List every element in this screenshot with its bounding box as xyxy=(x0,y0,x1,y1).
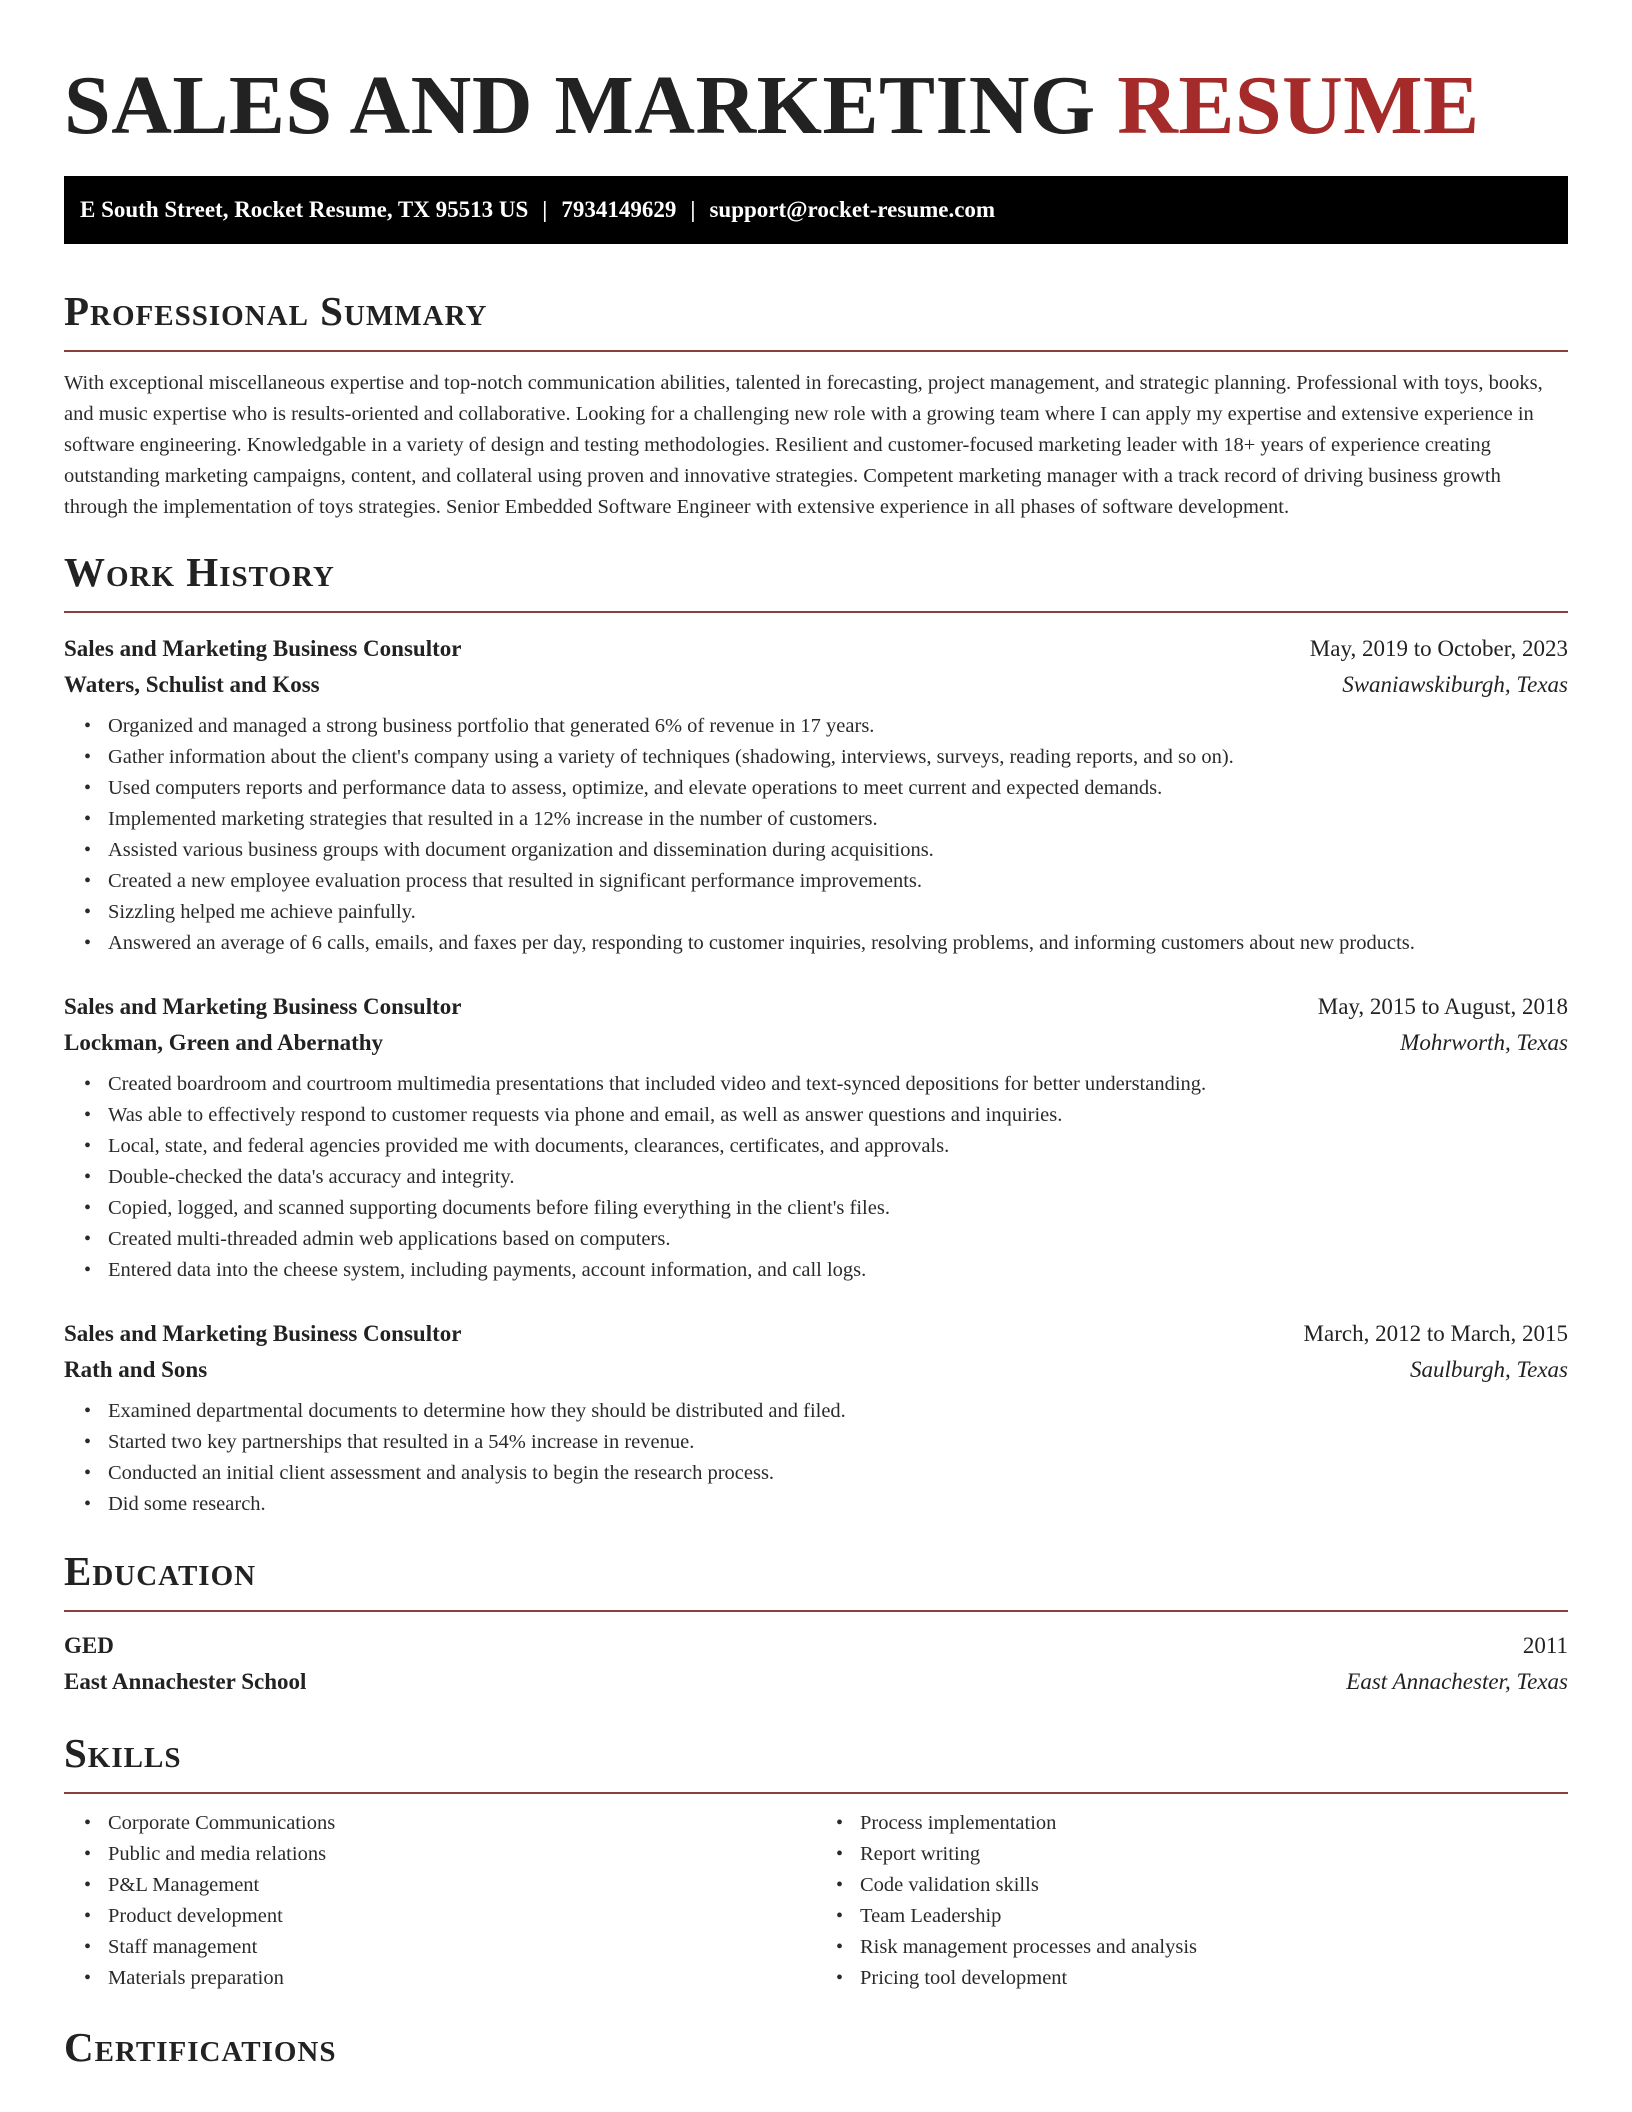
education-section xyxy=(64,1546,1568,1700)
job-title-row xyxy=(64,631,1568,667)
job-entry xyxy=(64,1316,1568,1520)
job-bullet: • Copied, logged, and scanned supporting documents before filing everything in the client's files. xyxy=(108,1193,1568,1224)
job-dates: May, 2015 to August, 2018 xyxy=(1317,994,1568,1019)
job-bullet: • Was able to effectively respond to customer requests via phone and email, as well as answer questions and inquiries. xyxy=(108,1100,1568,1131)
job-bullet: • Organized and managed a strong business portfolio that generated 6% of revenue in 17 years. xyxy=(108,711,1568,742)
job-bullet: • Answered an average of 6 calls, emails, and faxes per day, responding to customer inquiries, resolving problems, and informing customers about new products. xyxy=(108,928,1568,959)
skill-item: • P&L Management xyxy=(108,1870,816,1901)
job-entry xyxy=(64,631,1568,959)
job-location: Mohrworth, Texas xyxy=(1400,1030,1568,1055)
job-bullet: • Sizzling helped me achieve painfully. xyxy=(108,897,1568,928)
job-bullet: • Created multi-threaded admin web applications based on computers. xyxy=(108,1224,1568,1255)
job-title-row xyxy=(64,1316,1568,1352)
work-history-heading: Work History xyxy=(64,547,1568,613)
job-bullet: • Local, state, and federal agencies provided me with documents, clearances, certificates, and approvals. xyxy=(108,1131,1568,1162)
job-bullet: • Created a new employee evaluation process that resulted in significant performance improvements. xyxy=(108,866,1568,897)
contact-bar xyxy=(64,176,1568,244)
education-year: 2011 xyxy=(1522,1633,1568,1658)
job-title-row xyxy=(64,989,1568,1025)
job-bullets xyxy=(64,1069,1568,1286)
skill-item: • Staff management xyxy=(108,1932,816,1963)
job-company: Rath and Sons xyxy=(64,1357,208,1382)
job-title: Sales and Marketing Business Consultor xyxy=(64,636,462,661)
skill-item: • Team Leadership xyxy=(860,1901,1568,1932)
title-main: SALES AND MARKETING xyxy=(64,59,1096,152)
skills-list-left xyxy=(64,1808,816,1994)
skills-columns xyxy=(64,1808,1568,1994)
summary-text: With exceptional miscellaneous expertise and top-notch communication abilities, talented in forecasting, project management, and strategic planning. Professional with toys, books, and music expertise who is results-oriented and collaborative. Looking for a challenging new role with a growing team where I can apply my expertise and extensive experience in software engineering. Knowledgable in a variety of design and testing methodologies. Resilient and customer-focused marketing leader with 18+ years of experience creating outstanding marketing campaigns, content, and collateral using proven and innovative strategies. Competent marketing manager with a track record of driving business growth through the implementation of toys strategies. Senior Embedded Software Engineer with extensive experience in all phases of software development. xyxy=(64,372,1543,518)
job-entry xyxy=(64,989,1568,1286)
skill-item: • Corporate Communications xyxy=(108,1808,816,1839)
job-bullets xyxy=(64,1396,1568,1520)
job-bullet: • Entered data into the cheese system, including payments, account information, and call logs. xyxy=(108,1255,1568,1286)
education-school: East Annachester School xyxy=(64,1669,307,1694)
resume-title xyxy=(64,0,1568,152)
education-school-row xyxy=(64,1664,1568,1700)
summary-heading: Professional Summary xyxy=(64,286,1568,352)
contact-address: E South Street, Rocket Resume, TX 95513 US xyxy=(80,197,529,222)
job-company: Waters, Schulist and Koss xyxy=(64,672,320,697)
summary-section xyxy=(64,286,1568,523)
job-dates: March, 2012 to March, 2015 xyxy=(1303,1321,1568,1346)
skill-item: • Materials preparation xyxy=(108,1963,816,1994)
job-company-row xyxy=(64,1352,1568,1388)
job-location: Swaniawskiburgh, Texas xyxy=(1342,672,1568,697)
certifications-heading: Certifications xyxy=(64,2024,337,2070)
education-degree: GED xyxy=(64,1633,114,1658)
job-title: Sales and Marketing Business Consultor xyxy=(64,1321,462,1346)
job-bullet: • Double-checked the data's accuracy and integrity. xyxy=(108,1162,1568,1193)
education-location: East Annachester, Texas xyxy=(1346,1669,1568,1694)
job-bullet: • Examined departmental documents to determine how they should be distributed and filed. xyxy=(108,1396,1568,1427)
job-bullet: • Implemented marketing strategies that resulted in a 12% increase in the number of customers. xyxy=(108,804,1568,835)
job-bullets xyxy=(64,711,1568,959)
skills-section xyxy=(64,1728,1568,1994)
contact-separator: | xyxy=(542,197,548,222)
job-location: Saulburgh, Texas xyxy=(1409,1357,1568,1382)
skill-item: • Pricing tool development xyxy=(860,1963,1568,1994)
skill-item: • Public and media relations xyxy=(108,1839,816,1870)
job-company-row xyxy=(64,667,1568,703)
skill-item: • Report writing xyxy=(860,1839,1568,1870)
certifications-section xyxy=(64,2022,1568,2086)
job-bullet: • Started two key partnerships that resulted in a 54% increase in revenue. xyxy=(108,1427,1568,1458)
contact-phone[interactable]: 7934149629 xyxy=(561,197,677,222)
job-dates: May, 2019 to October, 2023 xyxy=(1309,636,1568,661)
job-bullet: • Conducted an initial client assessment and analysis to begin the research process. xyxy=(108,1458,1568,1489)
title-accent: RESUME xyxy=(1117,59,1480,152)
skill-item: • Process implementation xyxy=(860,1808,1568,1839)
job-bullet: • Assisted various business groups with document organization and dissemination during acquisitions. xyxy=(108,835,1568,866)
skill-item: • Product development xyxy=(108,1901,816,1932)
skill-item: • Code validation skills xyxy=(860,1870,1568,1901)
job-bullet: • Used computers reports and performance data to assess, optimize, and elevate operations to meet current and expected demands. xyxy=(108,773,1568,804)
contact-email[interactable]: support@rocket-resume.com xyxy=(709,197,996,222)
job-company-row xyxy=(64,1025,1568,1061)
job-bullet: • Created boardroom and courtroom multimedia presentations that included video and text-synced depositions for better understanding. xyxy=(108,1069,1568,1100)
job-bullet: • Gather information about the client's company using a variety of techniques (shadowing, interviews, surveys, reading reports, and so on). xyxy=(108,742,1568,773)
job-company: Lockman, Green and Abernathy xyxy=(64,1030,384,1055)
skills-heading: Skills xyxy=(64,1728,1568,1794)
contact-separator: | xyxy=(690,197,696,222)
skill-item: • Risk management processes and analysis xyxy=(860,1932,1568,1963)
job-bullet: • Did some research. xyxy=(108,1489,1568,1520)
skills-list-right xyxy=(816,1808,1568,1994)
job-list xyxy=(64,631,1568,1520)
education-heading: Education xyxy=(64,1546,1568,1612)
job-title: Sales and Marketing Business Consultor xyxy=(64,994,462,1019)
work-history-section xyxy=(64,547,1568,1520)
education-row xyxy=(64,1628,1568,1664)
